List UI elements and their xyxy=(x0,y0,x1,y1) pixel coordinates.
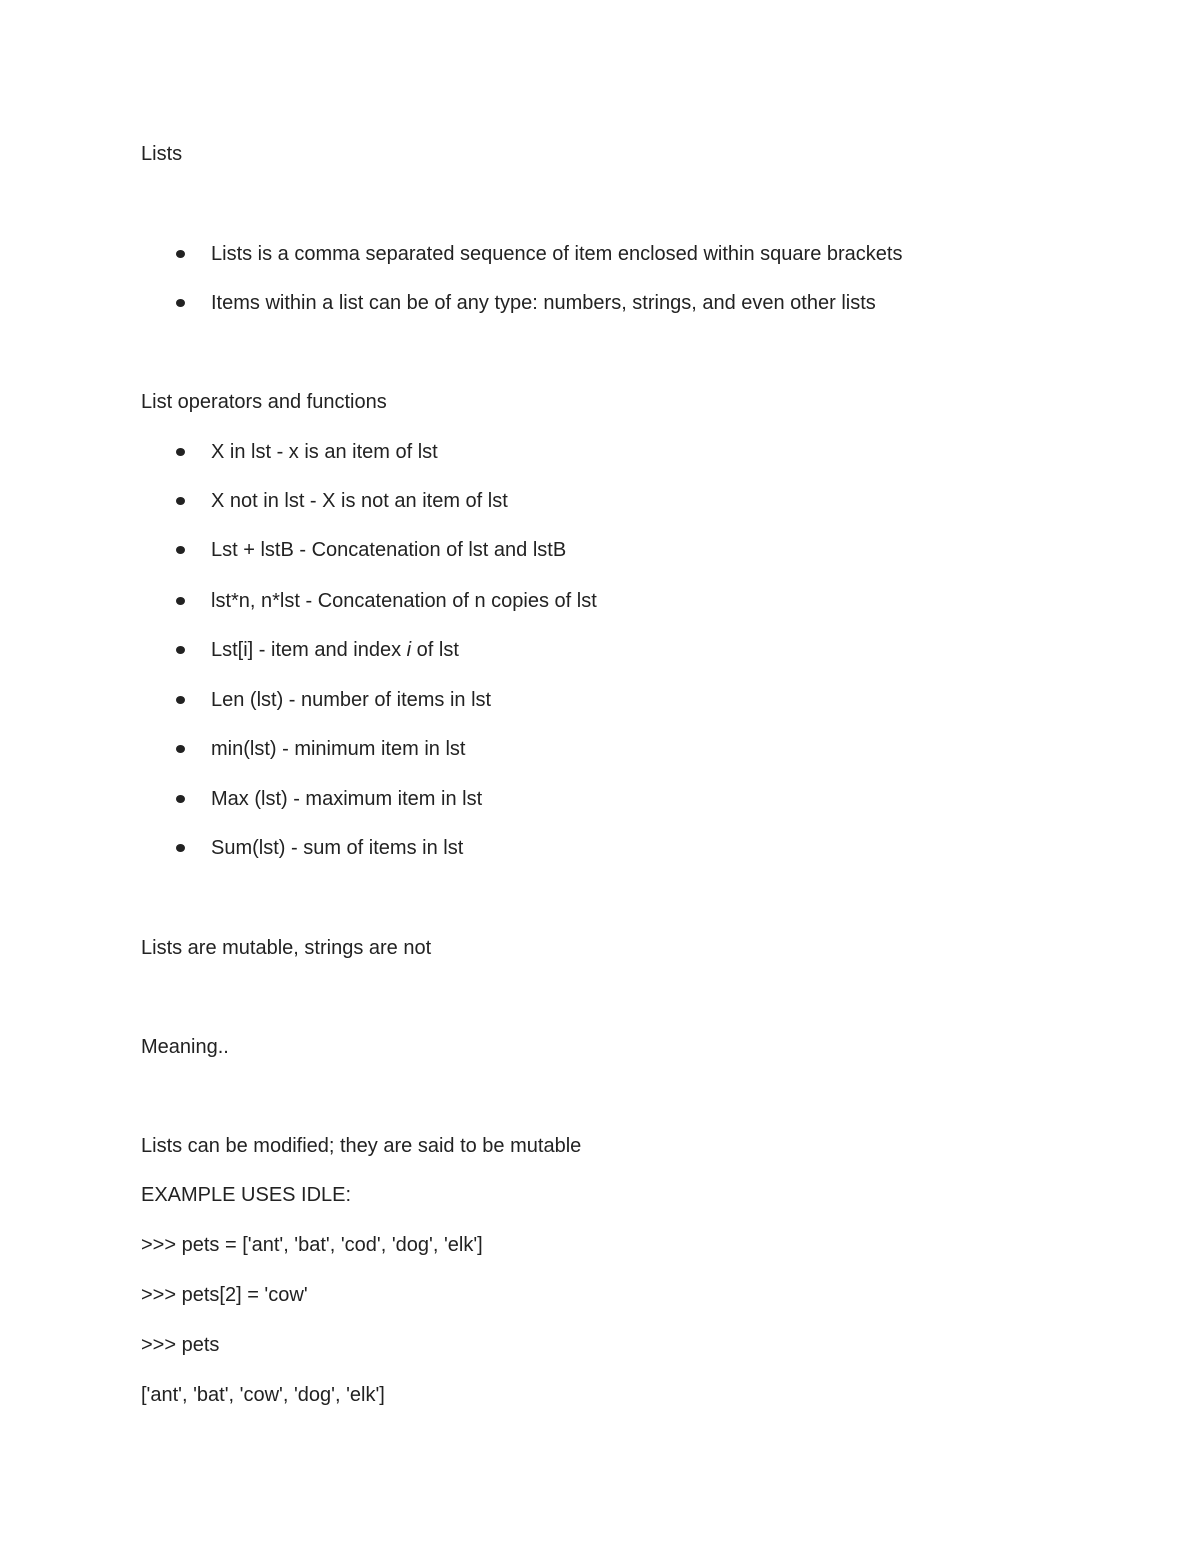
text-segment: of lst xyxy=(411,639,459,661)
heading-lists: Lists xyxy=(141,143,183,165)
list-item-text xyxy=(211,638,459,662)
bullet-icon xyxy=(176,844,185,852)
list-item-text: lst*n, n*lst - Concatenation of n copies of lst xyxy=(211,590,597,612)
paragraph-meaning: Meaning.. xyxy=(141,1036,229,1058)
bullet-icon xyxy=(176,795,185,803)
list-item-text: Len (lst) - number of items in lst xyxy=(211,689,492,711)
bullet-icon xyxy=(176,597,185,605)
list-item-text: X not in lst - X is not an item of lst xyxy=(211,490,508,512)
code-line: >>> pets xyxy=(141,1334,220,1356)
code-line: >>> pets = ['ant', 'bat', 'cod', 'dog', 'elk'] xyxy=(141,1234,483,1256)
list-item-text: min(lst) - minimum item in lst xyxy=(211,738,466,760)
bullet-icon xyxy=(176,299,185,307)
list-item-text: Lst + lstB - Concatenation of lst and lstB xyxy=(211,539,567,561)
bullet-icon xyxy=(176,745,185,753)
list-item-text: Items within a list can be of any type: numbers, strings, and even other lists xyxy=(211,292,876,314)
code-line: >>> pets[2] = 'cow' xyxy=(141,1284,308,1306)
example-heading: EXAMPLE USES IDLE: xyxy=(141,1184,352,1206)
list-item-text: X in lst - x is an item of lst xyxy=(211,441,438,463)
bullet-icon xyxy=(176,497,185,505)
italic-index-variable: i xyxy=(406,639,412,661)
text-segment: Lst[i] - item and index xyxy=(211,639,407,661)
list-item-text: Lists is a comma separated sequence of item enclosed within square brackets xyxy=(211,243,903,265)
heading-list-operators: List operators and functions xyxy=(141,391,387,413)
paragraph-modified: Lists can be modified; they are said to be mutable xyxy=(141,1135,582,1157)
bullet-icon xyxy=(176,646,185,654)
bullet-icon xyxy=(176,448,185,456)
paragraph-mutable: Lists are mutable, strings are not xyxy=(141,937,432,959)
list-item-text: Max (lst) - maximum item in lst xyxy=(211,788,483,810)
list-item-text: Sum(lst) - sum of items in lst xyxy=(211,837,464,859)
code-output-line: ['ant', 'bat', 'cow', 'dog', 'elk'] xyxy=(141,1384,385,1406)
bullet-icon xyxy=(176,696,185,704)
bullet-icon xyxy=(176,546,185,554)
bullet-icon xyxy=(176,250,185,258)
